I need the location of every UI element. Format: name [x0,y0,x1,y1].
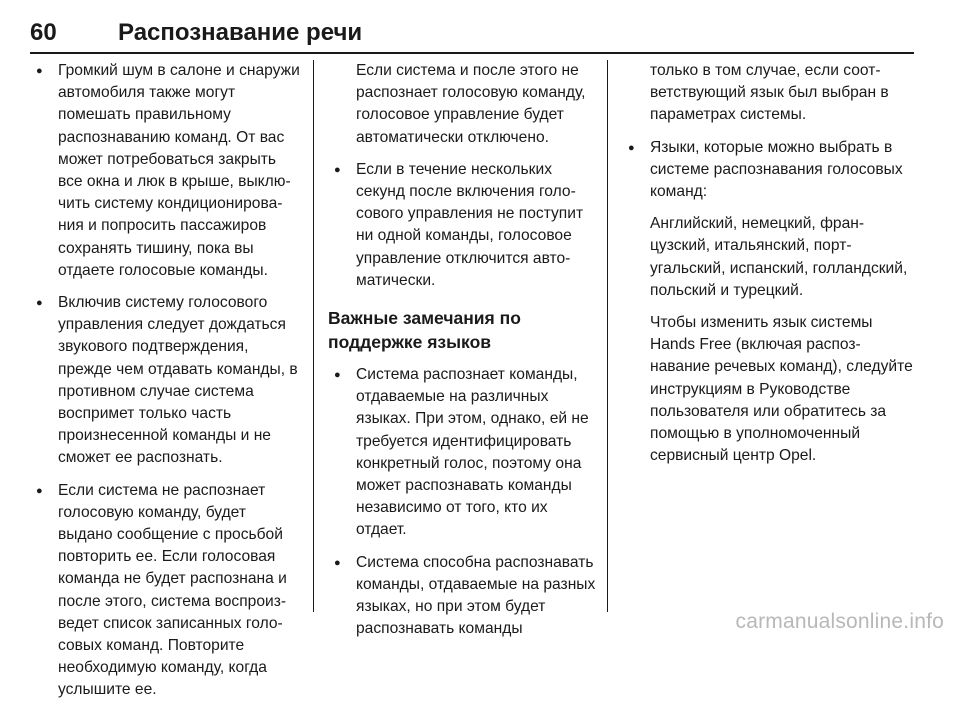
bullet-item: ● Громкий шум в салоне и снаружи автомобиля также могут помешать правильному распознаванию команд. От вас может потребоваться закрыть все окна и люк в крыше, выключить систему кондиционирования и попросить пассажиров сохранять тишину, пока вы отдаете голосовые команды. [30,60,300,282]
language-list: Английский, немецкий, французский, итальянский, португальский, испанский, голландский, польский и турецкий. [650,215,908,299]
watermark: carmanualsonline.info [735,610,944,633]
bullet-item: ● Включив систему голосового управления следует дождаться звукового подтверждения, прежде чем отдавать команды, в противном случае система воспримет только часть произнесенной команды и не сможет ее распознать. [30,292,300,470]
column-divider [607,60,608,612]
bullet-item: ● Если в течение нескольких секунд после включения голосового управления не поступит ни одной команды, голосовое управление отключится автоматически. [328,159,600,292]
column-2 [328,60,600,650]
bullet-continuation: Если система и после этого не распознает голосовую команду, голосовое управление будет автоматически отключено. [356,62,586,146]
bullet-continuation: только в том случае, если соответствующий язык был выбран в параметрах системы. [650,62,889,124]
language-change-note: Чтобы изменить язык системы Hands Free (включая распознавание речевых команд), следуйте инструкциям в Руководстве пользователя или обратитесь за помощью в уполномоченный сервисный центр Opel. [650,314,913,465]
column-1 [30,60,300,712]
page-header [30,18,914,54]
bullet-item: ● Система способна распознавать команды, отдаваемые на разных языках, но при этом будет распознавать команды [328,552,600,641]
column-3 [622,60,914,477]
bullet-item: ● Языки, которые можно выбрать в системе распознавания голосовых команд: [622,137,914,204]
page-title: Распознавание речи [118,19,363,46]
bullet-item: ● Если система не распознает голосовую команду, будет выдано сообщение с просьбой повторить ее. Если голосовая команда не будет распознана и после этого, система воспроизведет список записанных голосовых команд. Повторите необходимую команду, когда услышите ее. [30,480,300,702]
page-number: 60 [30,19,57,46]
section-heading: Важные замечания по поддержке языков [328,308,521,353]
bullet-item: ● Система распознает команды, отдаваемые на различных языках. При этом, однако, ей не требуется идентифицировать конкретный голос, поэтому она может распознавать команды независимо от того, кто их отдает. [328,364,600,542]
column-divider [313,60,314,612]
